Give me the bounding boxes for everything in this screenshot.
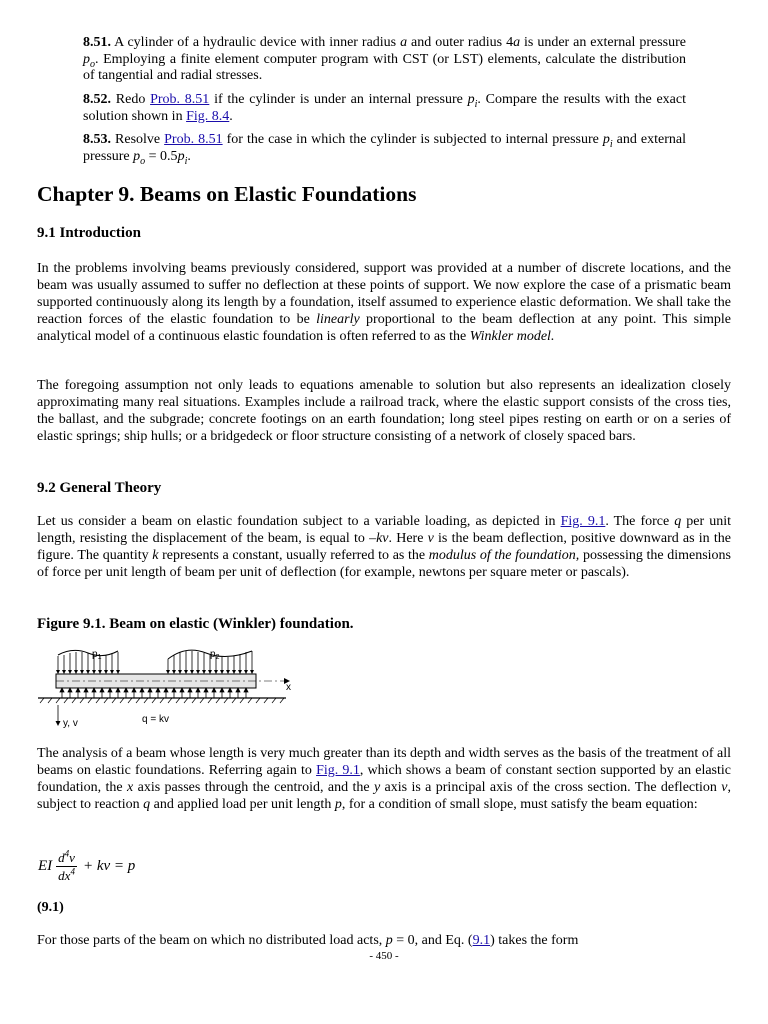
label-p1: $p_1$ [92,649,102,661]
theory-paragraph-2: The analysis of a beam whose length is very much greater than its depth and width serves as the basis of the treatment of all beams on elastic foundations. Referring again to Fig. 9.1, which shows a beam of constant section supported by an elastic foundation, the x axis passes through the centroid, and the y axis is a principal axis of the cross section. The deflection v, subject to reaction q and applied load per unit length p, for a condition of small slope, must satisfy the beam equation: [37,746,732,812]
eq-rest: + kv = p [82,857,136,874]
problem-number: 8.53. [83,132,111,147]
ground-hatching [38,698,286,703]
final-paragraph: For those parts of the beam on which no distributed load acts, p = 0, and Eq. (9.1) takes the form [37,933,579,948]
chapter-title: Chapter 9. Beams on Elastic Foundations [37,182,417,206]
intro-paragraph-2: The foregoing assumption not only leads to equations amenable to solution but also represents an idealization closely approximating many real situations. Examples include a railroad track, where the elastic support consists of the cross ties, the ballast, and the subgrade; concrete footings on an earth foundation; long steel pipes resting on earth or on a series of elastic springs; ship hulls; or a bridgedeck or floor structure consisting of a network of closely spaced bars. [37,378,731,444]
problem-number: 8.52. [83,92,111,107]
beam-equation [38,845,135,887]
intro-paragraph-1: In the problems involving beams previously considered, support was provided at a number of discrete locations, and the beam was usually assumed to suffer no deflection at these points of support. We now explore the case of a prismatic beam supported continuously along its length by a foundation, itself assumed to experience elastic deformation. We shall take the reaction forces of the elastic foundation to be linearly proportional to the beam deflection at any point. This simple analytical model of a continuous elastic foundation is often referred to as the Winkler model. [37,261,731,344]
section-heading-introduction: 9.1 Introduction [37,225,141,241]
link-prob-8-51[interactable]: Prob. 8.51 [150,92,210,107]
problem-8-53: 8.53. Resolve Prob. 8.51 for the case in which the cylinder is subjected to internal pressure $p_i$ and external pressure $p_o = 0.5p_i$. [83,132,686,167]
label-yv: y, v [63,718,78,729]
eq-ei: EI [38,857,53,874]
beam-foundation-figure [36,643,298,733]
link-eq-9-1[interactable]: 9.1 [472,933,491,948]
section-heading-general-theory: 9.2 General Theory [37,480,162,496]
figure-caption: Figure 9.1. Beam on elastic (Winkler) foundation. [37,616,354,632]
load-p1 [56,650,120,674]
theory-paragraph-1: Let us consider a beam on elastic foundation subject to a variable loading, as depicted in Fig. 9.1. The force q per unit length, resisting the displacement of the beam, is equal to –kv. Here v is the beam deflection, positive downward as in the figure. The quantity k represents a constant, usually referred to as the modulus of the foundation, possessing the dimensions of force per unit length of beam per unit of deflection (for example, newtons per square meter or pascals). [37,514,732,580]
problem-number: 8.51. [83,35,111,50]
reaction-arrows [60,688,248,698]
problem-8-52: 8.52. Redo Prob. 8.51 if the cylinder is under an internal pressure $p_i$. Compare the results with the exact solution shown in Fig. 8.4. [83,92,686,124]
label-p2: $p_2$ [210,649,220,661]
page-number: - 450 - [369,950,399,962]
y-axis-arrow [56,721,61,726]
link-prob-8-51[interactable]: Prob. 8.51 [164,132,223,147]
problem-8-51: 8.51. A cylinder of a hydraulic device with inner radius a and outer radius 4a is under an external pressure $p_o$. Employing a finite element computer program with CST (or LST) elements, calculate the distribution of tangential and radial stresses. [83,35,686,83]
label-x: x [286,682,291,693]
link-fig-9-1[interactable]: Fig. 9.1 [316,763,360,778]
eq-fraction: $d^4v$ $dx^4$ [58,848,75,883]
link-fig-9-1[interactable]: Fig. 9.1 [560,514,606,529]
label-q-kv: q = kv [142,714,169,725]
link-fig-8-4[interactable]: Fig. 8.4 [186,108,230,124]
equation-number: (9.1) [37,900,64,915]
